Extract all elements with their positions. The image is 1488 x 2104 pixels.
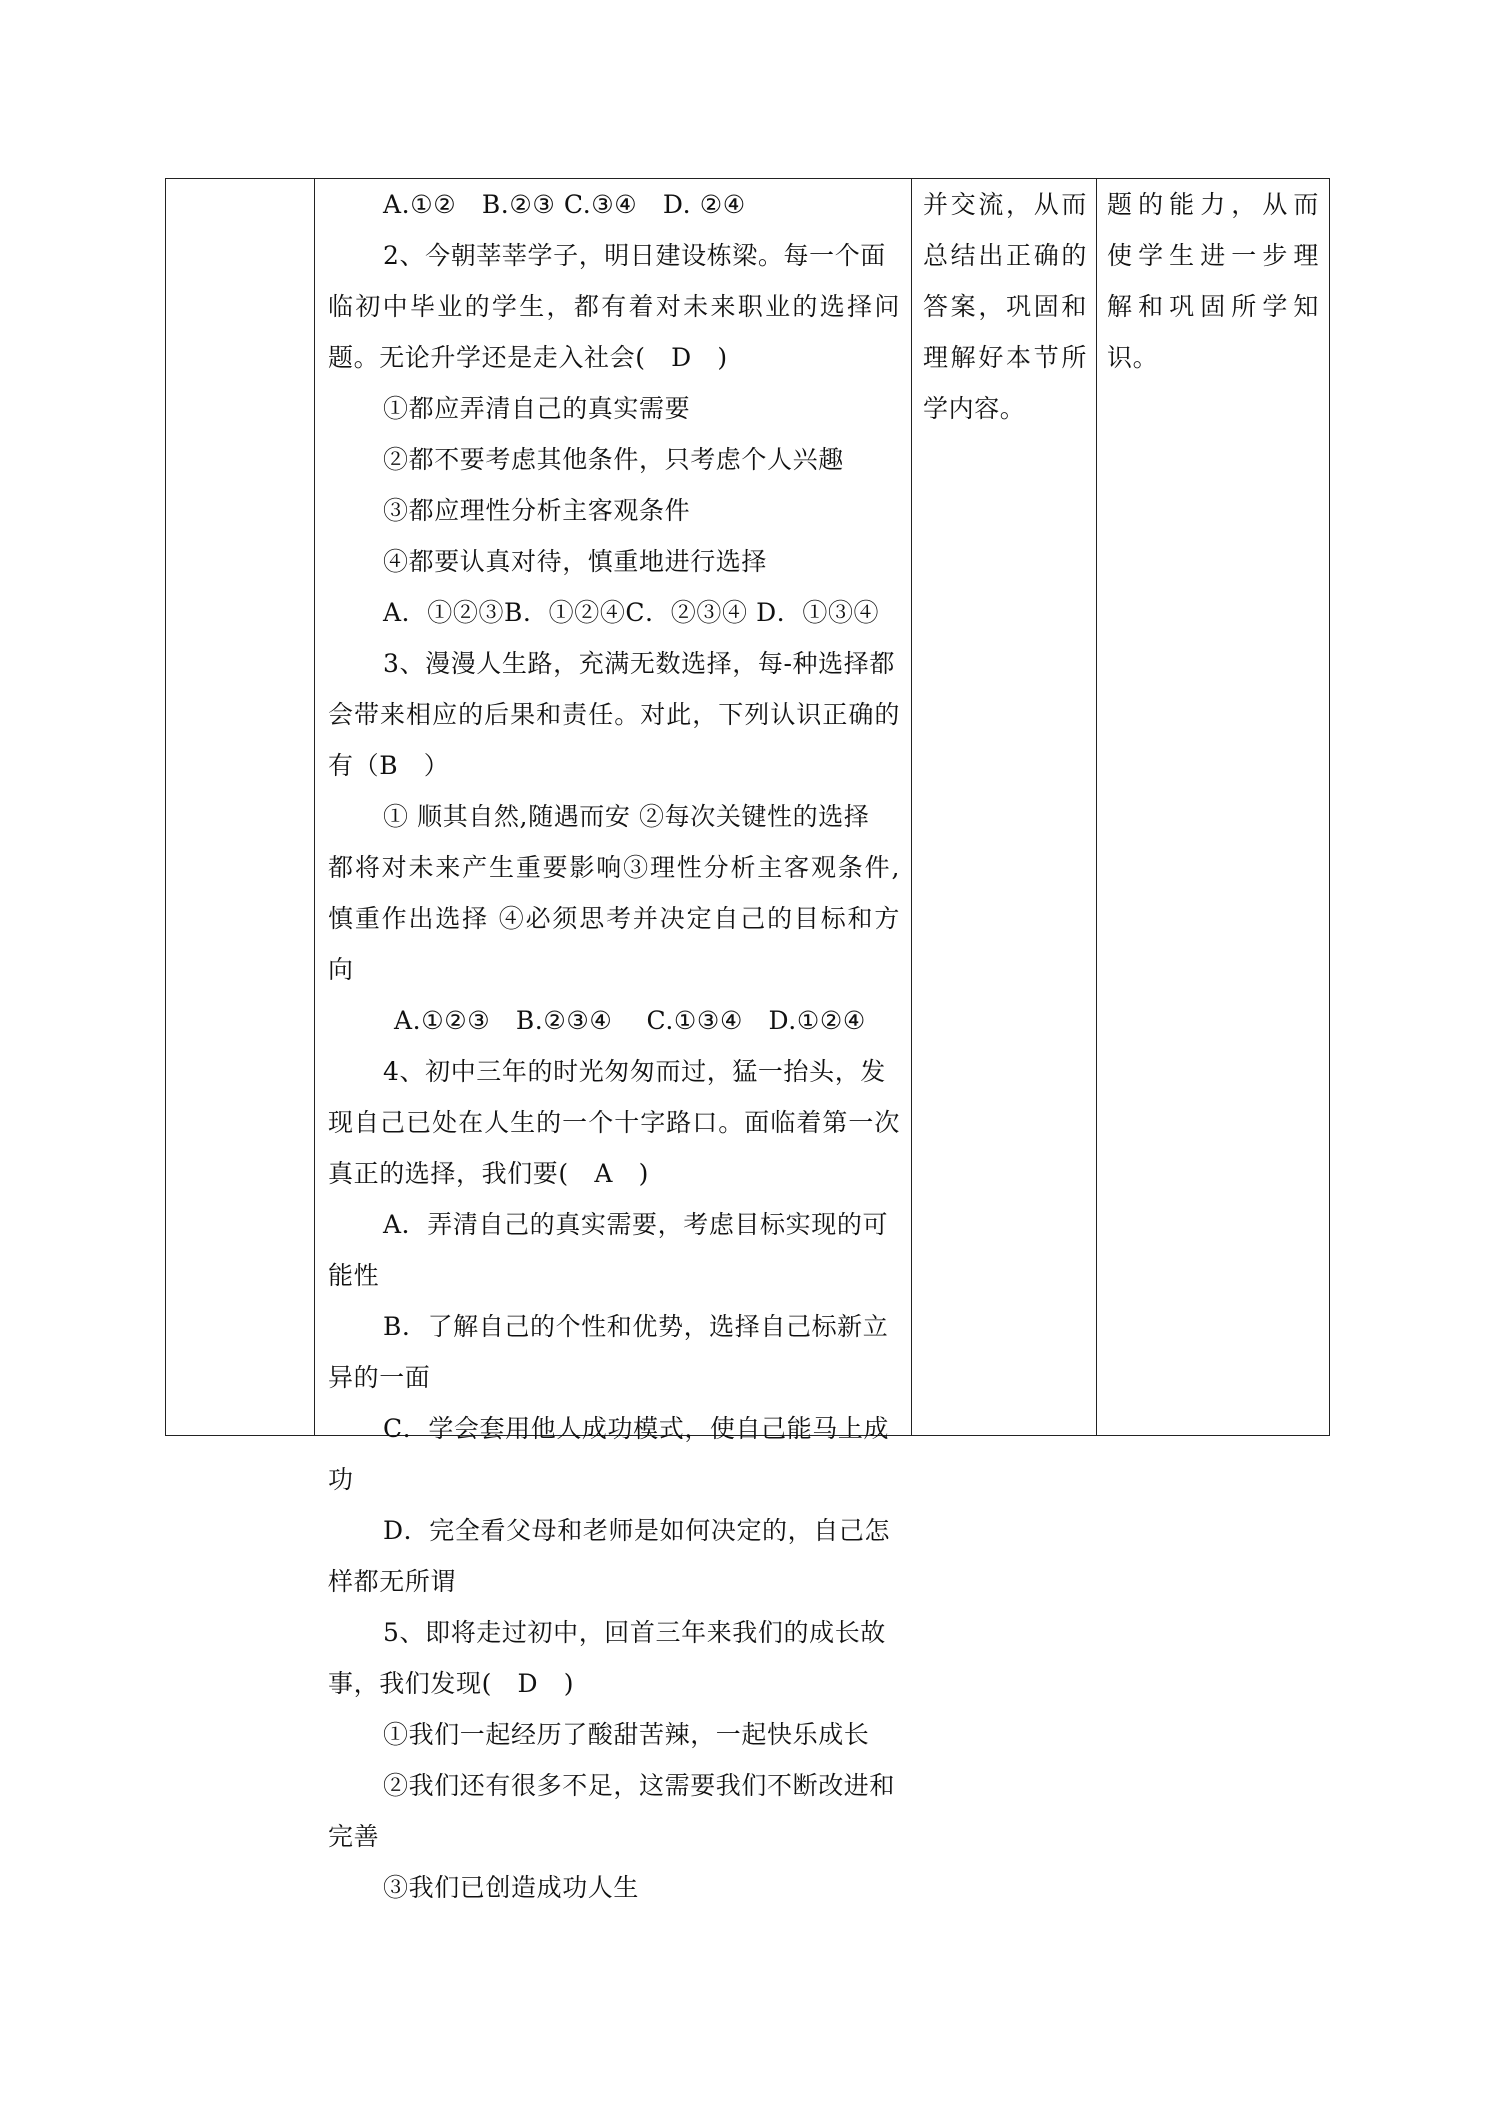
exercise-text-line: ③我们已创造成功人生 — [383, 1873, 640, 1902]
column-divider — [1096, 179, 1097, 1435]
exercise-text-line: 向 — [328, 955, 354, 984]
exercise-text-line: ①我们一起经历了酸甜苦辣，一起快乐成长 — [383, 1720, 870, 1749]
design-intent-text-line: 题的能力，从而 — [1107, 190, 1319, 219]
exercise-text-line: 完善 — [328, 1822, 380, 1851]
exercise-text-line: 5、即将走过初中，回首三年来我们的成长故 — [383, 1618, 886, 1647]
column-divider — [911, 179, 912, 1435]
design-intent-column — [1107, 179, 1319, 383]
exercise-text-line: C．学会套用他人成功模式，使自己能马上成 — [383, 1414, 890, 1443]
exercise-text-line: ②都不要考虑其他条件，只考虑个人兴趣 — [383, 445, 844, 474]
exercise-text-line: 样都无所谓 — [328, 1567, 457, 1596]
student-activity-text-line: 总结出正确的 — [923, 241, 1087, 270]
student-activity-text-line: 理解好本节所 — [923, 343, 1087, 372]
student-activity-text-line: 学内容。 — [923, 394, 1026, 423]
exercise-text-line: 2、今朝莘莘学子，明日建设栋梁。每一个面 — [383, 241, 886, 270]
design-intent-text-line: 解和巩固所学知 — [1107, 292, 1319, 321]
lesson-plan-table — [165, 178, 1330, 1902]
exercise-text-line: 3、漫漫人生路，充满无数选择，每-种选择都 — [383, 649, 895, 678]
exercise-text-line: 题。无论升学还是走入社会( D ) — [328, 343, 728, 372]
exercise-text-line: 功 — [328, 1465, 354, 1494]
exercise-text-line: 能性 — [328, 1261, 380, 1290]
column-divider — [314, 179, 315, 1435]
exercise-text-line: 临初中毕业的学生，都有着对未来职业的选择问 — [328, 292, 900, 321]
exercise-column — [328, 179, 900, 1913]
exercise-text-line: A.①② B.②③ C.③④ D. ②④ — [383, 190, 746, 219]
exercise-text-line: 慎重作出选择 ④必须思考并决定自己的目标和方 — [328, 904, 900, 933]
student-activity-text-line: 答案，巩固和 — [923, 292, 1087, 321]
exercise-text-line: 真正的选择，我们要( A ) — [328, 1159, 649, 1188]
design-intent-text-line: 使学生进一步理 — [1107, 241, 1319, 270]
exercise-text-line: A．①②③B．①②④C．②③④ D．①③④ — [383, 598, 880, 627]
exercise-text-line: A.①②③ B.②③④ C.①③④ D.①②④ — [394, 1006, 866, 1035]
exercise-text-line: 事，我们发现( D ) — [328, 1669, 575, 1698]
student-activity-column — [923, 179, 1087, 434]
design-intent-text-line: 识。 — [1107, 343, 1159, 372]
exercise-text-line: 会带来相应的后果和责任。对此，下列认识正确的 — [328, 700, 900, 729]
exercise-text-line: ①都应弄清自己的真实需要 — [383, 394, 691, 423]
exercise-text-line: 都将对未来产生重要影响③理性分析主客观条件, — [328, 853, 900, 882]
exercise-text-line: 有（B ） — [328, 751, 450, 780]
exercise-text-line: A．弄清自己的真实需要，考虑目标实现的可 — [383, 1210, 889, 1239]
exercise-text-line: D．完全看父母和老师是如何决定的，自己怎 — [383, 1516, 891, 1545]
exercise-text-line: ① 顺其自然,随遇而安 ②每次关键性的选择 — [383, 802, 870, 831]
exercise-text-line: ③都应理性分析主客观条件 — [383, 496, 691, 525]
student-activity-text-line: 并交流，从而 — [923, 190, 1087, 219]
exercise-text-line: 4、初中三年的时光匆匆而过，猛一抬头，发 — [383, 1057, 886, 1086]
exercise-text-line: B．了解自己的个性和优势，选择自己标新立 — [383, 1312, 889, 1341]
exercise-text-line: 异的一面 — [328, 1363, 431, 1392]
exercise-text-line: 现自己已处在人生的一个十字路口。面临着第一次 — [328, 1108, 900, 1137]
exercise-text-line: ②我们还有很多不足，这需要我们不断改进和 — [383, 1771, 896, 1800]
exercise-text-line: ④都要认真对待，慎重地进行选择 — [383, 547, 768, 576]
